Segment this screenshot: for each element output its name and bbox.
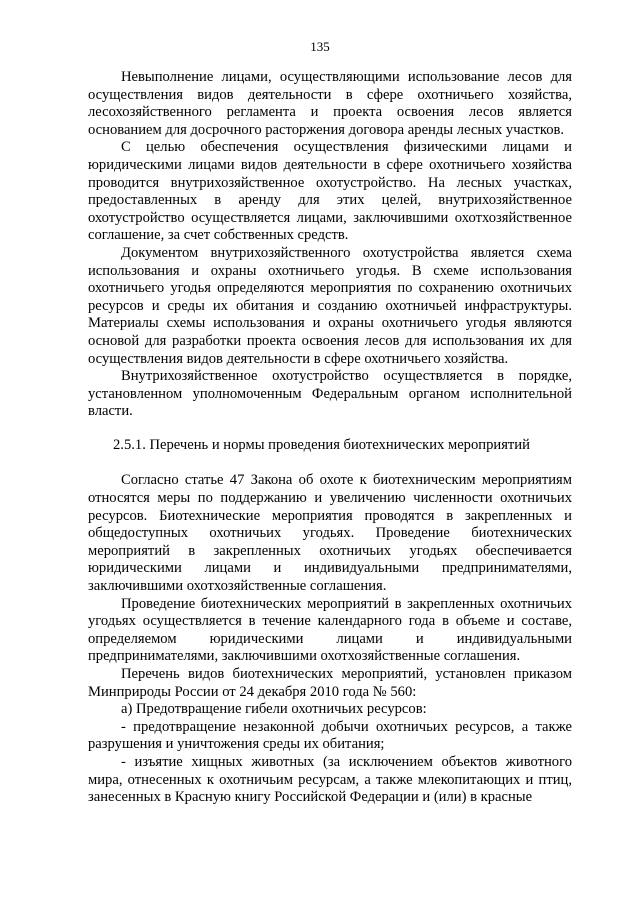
list-item: а) Предотвращение гибели охотничьих ресурсов: — [121, 701, 427, 718]
paragraph: Согласно статье 47 Закона об охоте к биотехническим мероприятиям относятся меры по поддержанию и увеличению численности охотничьих ресурсов. Биотехнические мероприятия проводятся в закрепленных и общедоступных охотничьих угодьях. Проведение биотехнических мероприятий в закрепленных охотничьих угодьях обеспечивается юридическими лицами и индивидуальными предпринимателями, заключившими охотхозяйственные соглашения. — [88, 472, 572, 595]
paragraph: С целью обеспечения осуществления физическими лицами и юридическими лицами видов деятельности в сфере охотничьего хозяйства проводится внутрихозяйственное охотустройство. На лесных участках, предоставленных в аренду для этих целей, внутрихозяйственное охотустройство осуществляется лицами, заключившими охотхозяйственное соглашение, за счет собственных средств. — [88, 139, 572, 244]
paragraph: Перечень видов биотехнических мероприятий, установлен приказом Минприроды России от 24 декабря 2010 года № 560: — [88, 666, 572, 700]
paragraph: Невыполнение лицами, осуществляющими использование лесов для осуществления видов деятельности в сфере охотничьего хозяйства, лесохозяйственного регламента и проекта освоения лесов является основанием для досрочного расторжения договора аренды лесных участков. — [88, 69, 572, 138]
document-body — [88, 69, 572, 807]
list-item: - изъятие хищных животных (за исключением объектов животного мира, отнесенных к охотничьим ресурсам, а также млекопитающих и птиц, занесенных в Красную книгу Российской Федерации и (или) в красные — [88, 753, 572, 806]
list-item: - предотвращение незаконной добычи охотничьих ресурсов, а также разрушения и уничтожения среды их обитания; — [88, 718, 572, 753]
paragraph: Документом внутрихозяйственного охотустройства является схема использования и охраны охотничьего угодья. В схеме использования охотничьего угодья определяются мероприятия по сохранению охотничьих ресурсов и среды их обитания и созданию охотничьей инфраструктуры. Материалы схемы использования и охраны охотничьего угодья являются основой для разработки проекта освоения лесов для использования их для осуществления видов деятельности в сфере охотничьего хозяйства. — [88, 244, 572, 367]
section-heading: 2.5.1. Перечень и нормы проведения биотехнических мероприятий — [113, 436, 530, 453]
paragraph: Внутрихозяйственное охотустройство осуществляется в порядке, установленном уполномоченным Федеральным органом исполнительной власти. — [88, 368, 572, 420]
paragraph: Проведение биотехнических мероприятий в закрепленных охотничьих угодьях осуществляется в течение календарного года в объеме и составе, определяемом юридическими лицами и индивидуальными предпринимателями, заключившими охотхозяйственные соглашения. — [88, 595, 572, 665]
page-number: 135 — [310, 39, 330, 54]
spacer — [88, 454, 572, 472]
